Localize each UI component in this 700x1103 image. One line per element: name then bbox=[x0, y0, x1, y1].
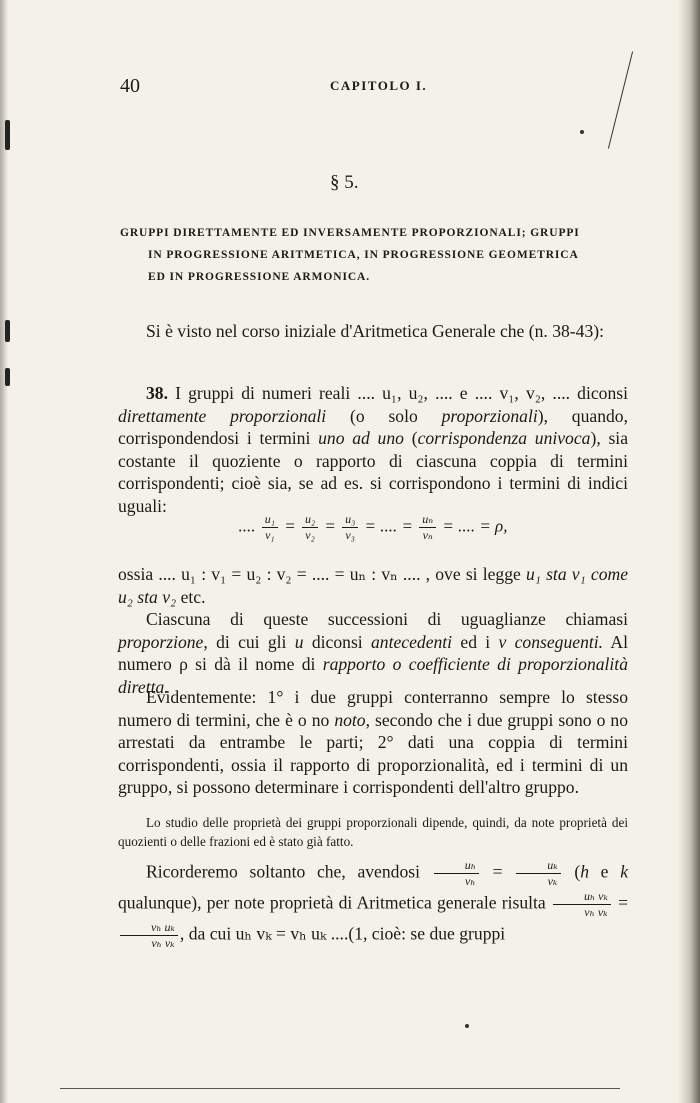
text-run: , di cui gli bbox=[203, 631, 295, 652]
paragraph-38 bbox=[118, 382, 628, 517]
scan-mark bbox=[5, 368, 10, 386]
ciascuna-paragraph bbox=[118, 608, 628, 698]
term-italic: antecedenti bbox=[370, 631, 453, 652]
text-run: ), sia costante il quoziente o rapporto di ciascuna coppia di termini corrispondenti; cioè sia, se ad es. si corrispondono i termini di indici uguali: bbox=[118, 428, 629, 516]
formula-tail: = .... = ρ, bbox=[442, 516, 508, 536]
fraction bbox=[434, 858, 479, 889]
fraction bbox=[342, 512, 358, 543]
fraction-numerator: uₕ vₖ bbox=[553, 889, 611, 905]
term-italic: u₁ sta v₁ come u₂ sta v₂ bbox=[118, 564, 629, 607]
ossia-text bbox=[118, 563, 628, 608]
fraction-numerator: u₁ bbox=[262, 512, 278, 528]
fraction-denominator: vₕ vₖ bbox=[151, 936, 175, 950]
ciascuna-text bbox=[118, 608, 628, 698]
section-number: § 5. bbox=[330, 172, 359, 193]
fraction bbox=[302, 512, 318, 543]
page-number: 40 bbox=[120, 75, 140, 97]
note-text: Lo studio delle proprietà dei gruppi proporzionali dipende, quindi, da note proprietà dei quozienti o delle frazioni ed è stato già fatto. bbox=[118, 815, 628, 849]
term-italic: v conseguenti. bbox=[498, 631, 604, 652]
fraction-numerator: uₕ bbox=[434, 858, 479, 874]
running-head: CAPITOLO I. bbox=[330, 78, 428, 93]
fraction-denominator: v₃ bbox=[345, 528, 355, 542]
text-run: ( bbox=[403, 428, 418, 448]
section-title bbox=[120, 222, 640, 288]
term-italic: h bbox=[580, 861, 589, 882]
section-title-line: GRUPPI DIRETTAMENTE ED INVERSAMENTE PROPORZIONALI; GRUPPI bbox=[120, 227, 580, 239]
text-run: Evidentemente: 1° i due gruppi conterranno sempre lo stesso numero di termini, che è o no bbox=[118, 687, 628, 730]
text-run: I gruppi di numeri reali .... u₁, u₂, .... e .... v₁, v₂, .... diconsi bbox=[168, 383, 628, 403]
fraction-numerator: uₙ bbox=[419, 512, 436, 528]
term-italic: uno ad uno bbox=[318, 428, 404, 448]
text-run: ), quando, corrispondendosi i termini bbox=[118, 405, 628, 448]
text-run: diconsi bbox=[303, 631, 371, 652]
section-title-line: IN PROGRESSIONE ARITMETICA, IN PROGRESSIONE GEOMETRICA bbox=[148, 249, 579, 261]
fraction-denominator: vₕ vₖ bbox=[584, 905, 608, 919]
term-italic: corrispondenza univoca bbox=[417, 428, 591, 448]
scan-mark bbox=[5, 120, 10, 150]
text-run: , secondo che i due gruppi sono o no arrestati da entrambe le parti; 2° dati una coppia di termini corrispondenti, ossia il rapporto di proporzionalità, ed i termini di un gruppo, si possono determinare i corrispondenti dell'altro gruppo. bbox=[118, 709, 628, 797]
text-run: Ricorderemo soltanto che, avendosi bbox=[146, 861, 432, 882]
ink-speck bbox=[580, 130, 584, 134]
fraction-denominator: v₁ bbox=[265, 528, 275, 542]
ricorderemo-paragraph bbox=[118, 858, 628, 951]
text-run: qualunque), per note proprietà di Aritmetica generale risulta bbox=[118, 892, 546, 913]
fraction bbox=[419, 512, 436, 543]
evidentemente-paragraph bbox=[118, 686, 628, 799]
page-bottom-line bbox=[60, 1088, 620, 1089]
text-run: etc. bbox=[176, 586, 206, 607]
intro-paragraph bbox=[118, 320, 628, 343]
scan-mark bbox=[5, 320, 10, 342]
term-italic: proporzionali bbox=[441, 405, 538, 426]
fraction-denominator: vₖ bbox=[547, 874, 558, 888]
text-run: ed i bbox=[452, 631, 499, 652]
term-italic: k bbox=[620, 861, 628, 882]
paragraph-38-text bbox=[118, 382, 628, 517]
fraction-numerator: u₃ bbox=[342, 512, 358, 528]
fraction-numerator: uₖ bbox=[516, 858, 560, 874]
text-run: e bbox=[588, 861, 621, 882]
fraction-denominator: vₙ bbox=[422, 528, 433, 542]
fraction bbox=[516, 858, 560, 889]
fraction bbox=[553, 889, 611, 920]
fraction-numerator: vₕ uₖ bbox=[120, 920, 178, 936]
fraction bbox=[120, 920, 178, 951]
text-run: , da cui uₕ vₖ = vₕ uₖ ....(1, cioè: se due gruppi bbox=[179, 923, 506, 944]
page-right-edge bbox=[678, 0, 700, 1103]
term-italic: rapporto o coefficiente di proporzionalità diretta. bbox=[118, 654, 628, 697]
term-italic: noto bbox=[334, 709, 366, 730]
fraction-numerator: u₂ bbox=[302, 512, 318, 528]
pen-stroke bbox=[608, 51, 633, 148]
ossia-paragraph bbox=[118, 563, 628, 608]
text-run: Ciascuna di queste successioni di uguaglianze chiamasi bbox=[146, 609, 628, 629]
fraction-denominator: vₕ bbox=[465, 874, 476, 888]
ink-speck bbox=[465, 1024, 469, 1028]
text-run: ossia .... u₁ : v₁ = u₂ : v₂ = .... = uₙ : vₙ .... , ove si legge bbox=[118, 564, 526, 584]
formula-dots: .... bbox=[380, 516, 398, 536]
text-run: (o solo bbox=[326, 405, 442, 426]
ricorderemo-text: Ricorderemo soltanto che, avendosi $\frac{\text{uₕ}}{\text{vₕ}}$ = $\frac{\text{uₖ}}{\text{vₖ}}$ (h e k qualunque), per note proprietà di Aritmetica generale risulta $\frac{\text{uₕ vₖ}}{\text{vₕ vₖ}}$ = $\frac{\text{vₕ uₖ}}{\text{vₕ vₖ}}$ , da cui uₕ vₖ = vₕ uₖ ....(1, cioè: se due gruppi bbox=[118, 858, 629, 950]
proportion-formula: .... $\frac{\text{u₁}}{\text{v₁}}$ = $\frac{\text{u₂}}{\text{v₂}}$ = $\frac{\text{u₃}}{\text{v₃}}$ = .... = $\frac{\text{uₙ}}{\text{vₙ}}$ = .... = ρ, bbox=[238, 512, 508, 542]
fraction bbox=[262, 512, 278, 543]
term-italic: direttamente proporzionali bbox=[118, 405, 327, 426]
term-italic: proporzione bbox=[118, 631, 204, 652]
term-italic: u bbox=[294, 631, 304, 652]
page-left-edge bbox=[0, 0, 8, 1103]
paragraph-number: 38. bbox=[146, 383, 168, 403]
fraction-denominator: v₂ bbox=[305, 528, 315, 542]
section-title-line: ED IN PROGRESSIONE ARMONICA. bbox=[148, 271, 371, 283]
formula-dots: .... bbox=[238, 516, 256, 536]
text-run: ( bbox=[562, 861, 581, 882]
evidentemente-text bbox=[118, 686, 628, 799]
small-print-note bbox=[118, 813, 628, 851]
intro-text: Si è visto nel corso iniziale d'Aritmetica Generale che (n. 38-43): bbox=[146, 321, 605, 341]
text-run: Al numero ρ si dà il nome di bbox=[118, 631, 628, 674]
